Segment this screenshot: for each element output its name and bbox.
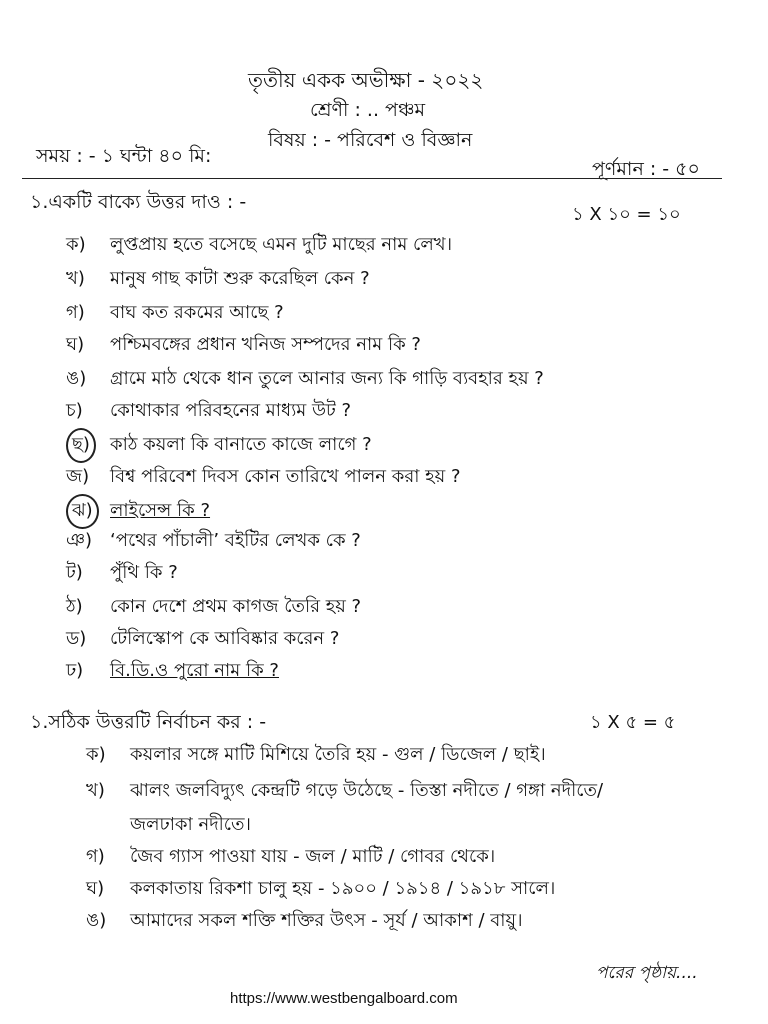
list-item: ঙ) আমাদের সকল শক্তি শক্তির উৎস - সূর্য / আকাশ / বায়ু। [86,910,523,931]
list-item: ক) কয়লার সঙ্গে মাটি মিশিয়ে তৈরি হয় - গুল / ডিজেল / ছাই। [86,744,546,765]
next-page-note: পরের পৃষ্ঠায়.... [596,963,698,983]
circled-label: ঝ) [66,494,99,529]
section1-title: ১.একটি বাক্যে উত্তর দাও : - [30,191,247,213]
header-divider [22,178,722,179]
section2-title: ১.সঠিক উত্তরটি নির্বাচন কর : - [30,711,267,733]
section2-marks: ১ X ৫ = ৫ [590,712,676,733]
list-item: ঘ) পশ্চিমবঙ্গের প্রধান খনিজ সম্পদের নাম কি ? [66,334,421,355]
list-item: ঙ) গ্রামে মাঠ থেকে ধান তুলে আনার জন্য কি গাড়ি ব্যবহার হয় ? [66,368,544,389]
list-item: খ) ঝালং জলবিদ্যুৎ কেন্দ্রটি গড়ে উঠেছে - তিস্তা নদীতে / গঙ্গা নদীতে/ [86,780,604,801]
list-item: ঢ) বি.ডি.ও পুরো নাম কি ? [66,660,279,681]
list-item: ঞ) ‘পথের পাঁচালী’ বইটির লেখক কে ? [66,530,361,551]
list-item: ড) টেলিস্কোপ কে আবিষ্কার করেন ? [66,628,340,649]
website-link[interactable]: https://www.westbengalboard.com [230,990,458,1007]
list-item: চ) কোথাকার পরিবহনের মাধ্যম উট ? [66,400,352,421]
list-item: জ) বিশ্ব পরিবেশ দিবস কোন তারিখে পালন করা হয় ? [66,466,461,487]
list-item: জলঢাকা নদীতে। [130,814,251,835]
time-label: সময় : - ১ ঘন্টা ৪০ মি: [36,145,212,167]
class-label: শ্রেণী : .. পঞ্চম [310,99,426,121]
list-item: ট) পুঁথি কি ? [66,562,178,583]
list-item: ঝ) লাইসেন্স কি ? [66,494,210,529]
section1-marks: ১ X ১০ = ১০ [572,204,681,225]
list-item: ছ) কাঠ কয়লা কি বানাতে কাজে লাগে ? [66,428,372,463]
list-item: ঘ) কলকাতায় রিকশা চালু হয় - ১৯০০ / ১৯১৪ / ১৯১৮ সালে। [86,878,556,899]
subject-label: বিষয় : - পরিবেশ ও বিজ্ঞান [268,129,473,151]
circled-label: ছ) [66,428,96,463]
exam-title: তৃতীয় একক অভীক্ষা - ২০২২ [248,68,484,92]
list-item: গ) জৈব গ্যাস পাওয়া যায় - জল / মাটি / গোবর থেকে। [86,846,496,867]
full-marks-label: পূর্ণমান : - ৫০ [592,158,700,180]
list-item: খ) মানুষ গাছ কাটা শুরু করেছিল কেন ? [66,268,370,289]
list-item: ক) লুপ্তপ্রায় হতে বসেছে এমন দুটি মাছের নাম লেখ। [66,234,453,255]
list-item: ঠ) কোন দেশে প্রথম কাগজ তৈরি হয় ? [66,596,362,617]
list-item: গ) বাঘ কত রকমের আছে ? [66,302,284,323]
